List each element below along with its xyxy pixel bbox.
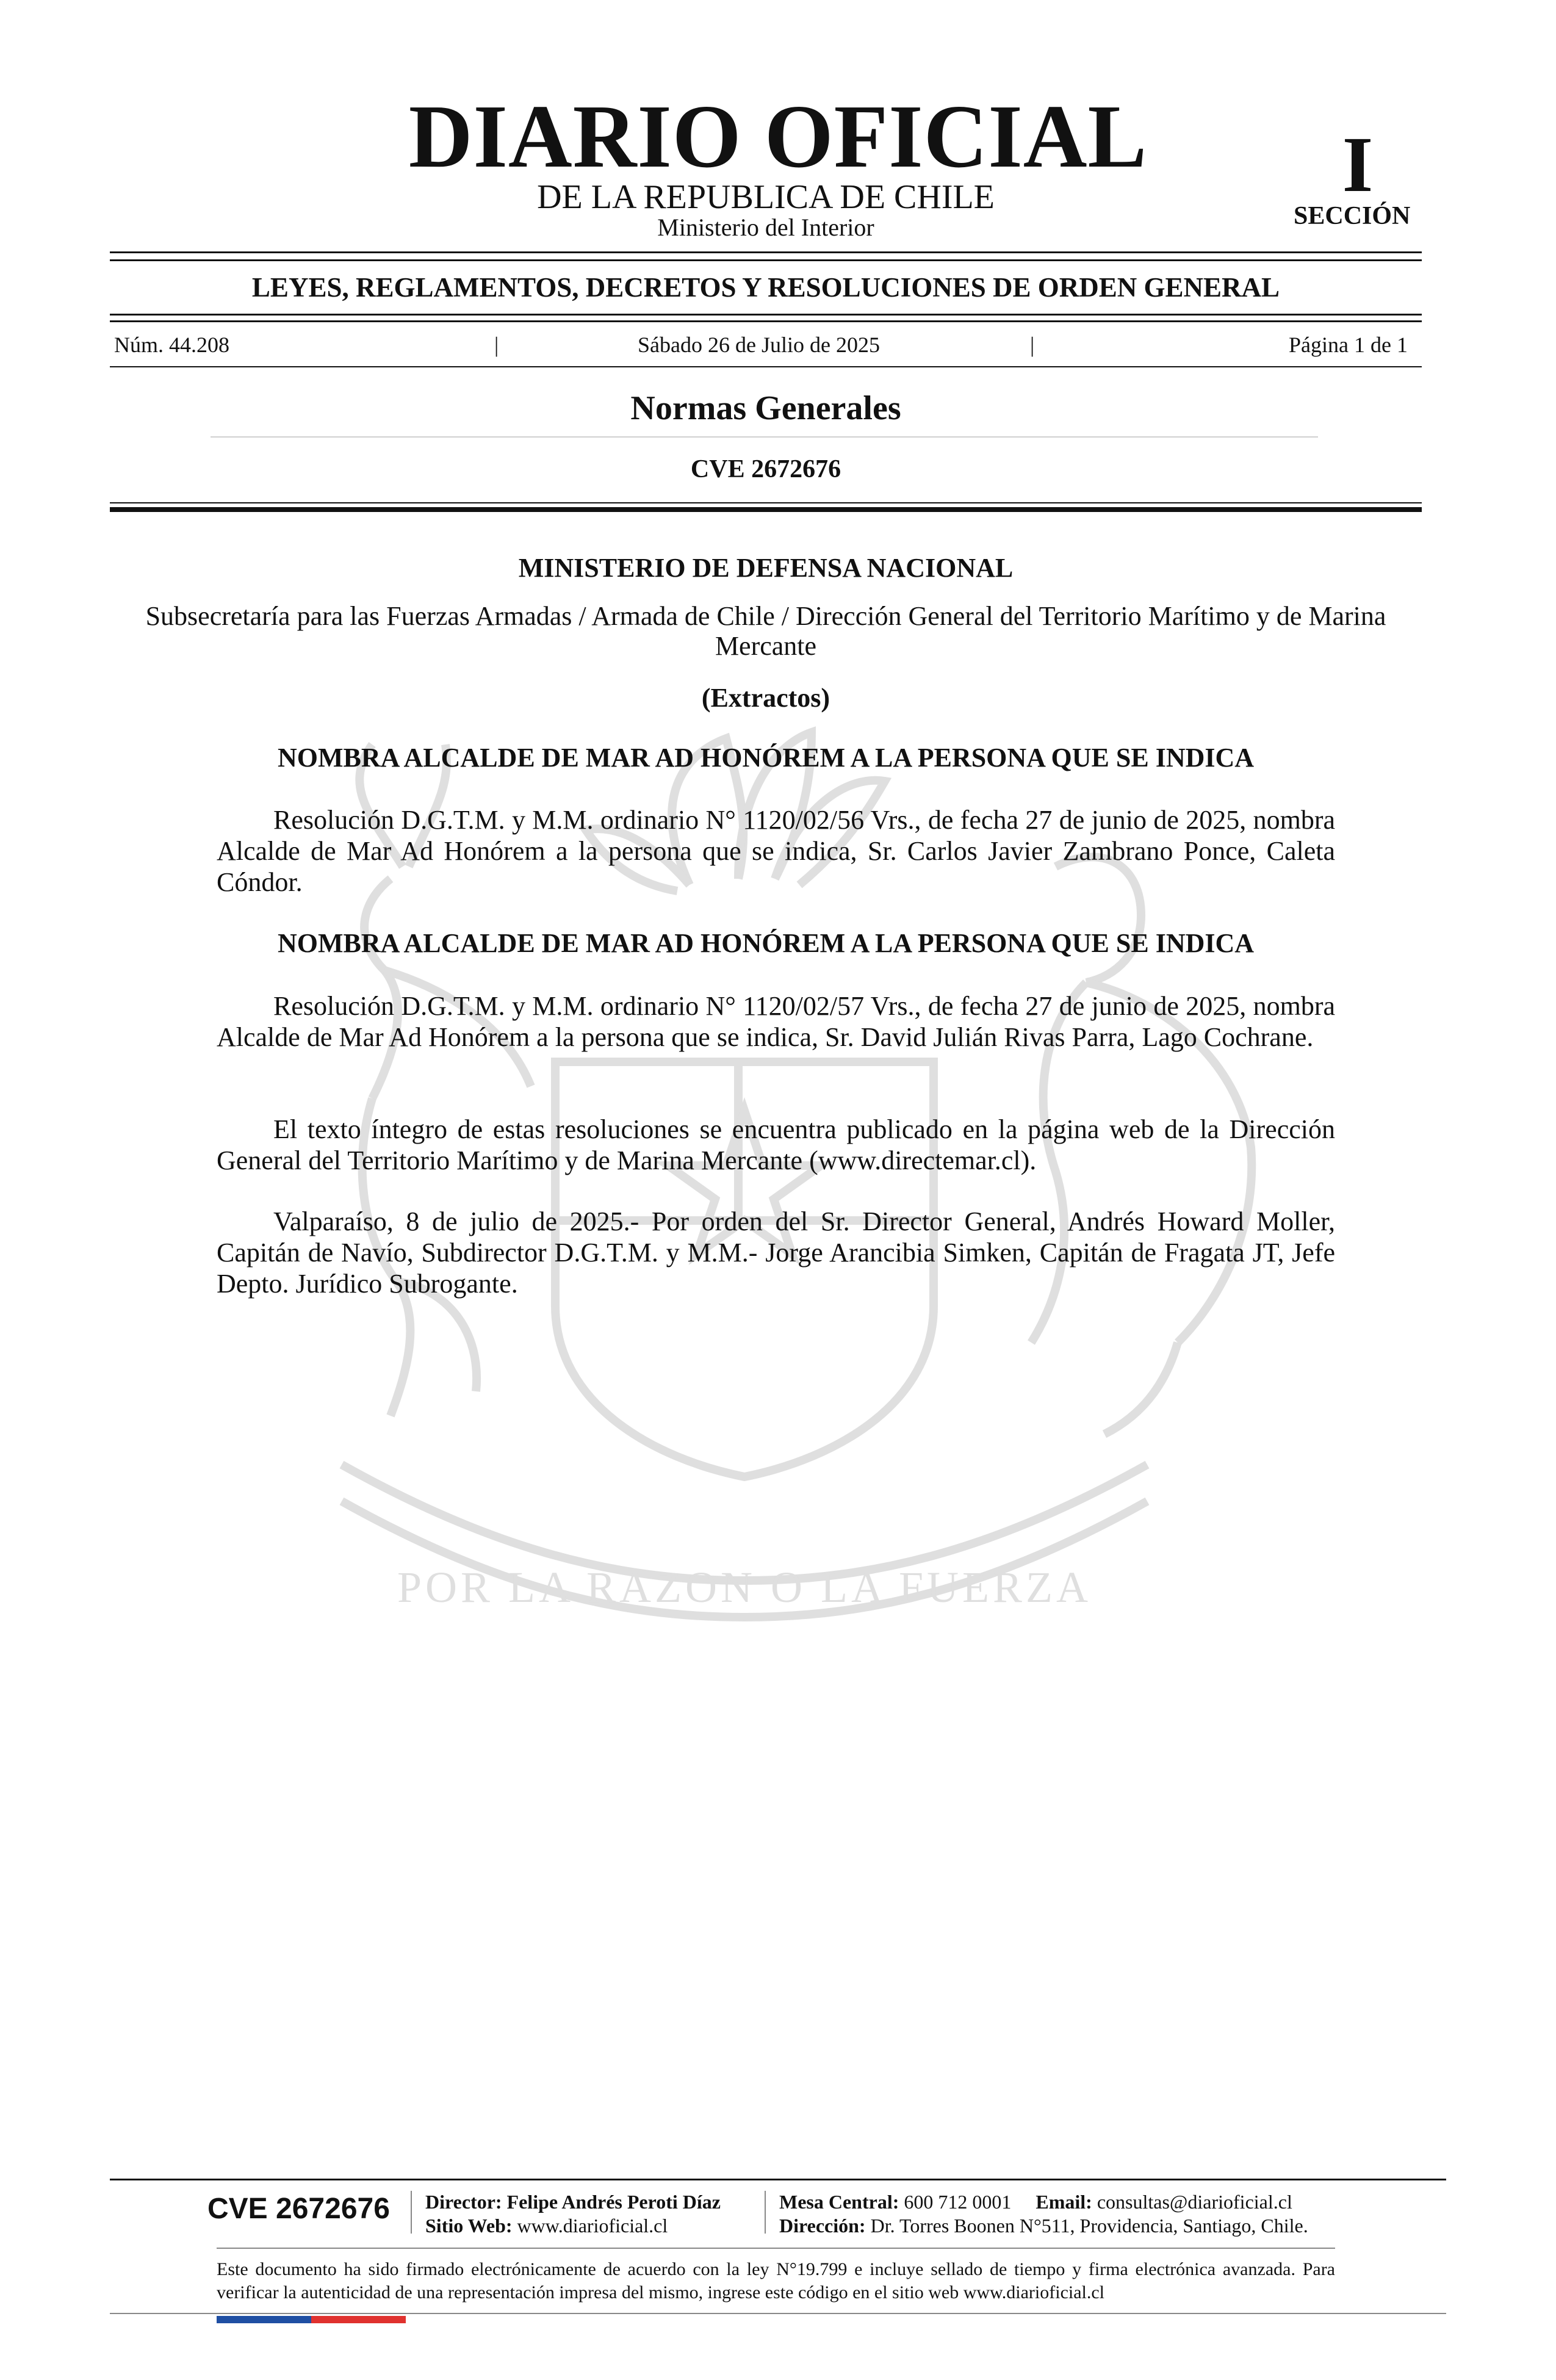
footer-address <box>779 2214 1308 2237</box>
meta-separator: | <box>1030 333 1035 357</box>
ministry-heading: MINISTERIO DE DEFENSA NACIONAL <box>518 553 1014 583</box>
issue-number: Núm. 44.208 <box>114 333 229 357</box>
email-link[interactable]: consultas@diarioficial.cl <box>1097 2191 1292 2213</box>
cve-code: CVE 2672676 <box>690 455 841 483</box>
address-text: Dr. Torres Boonen N°511, Providencia, Santiago, Chile. <box>870 2215 1308 2237</box>
category-rule <box>211 436 1318 438</box>
masthead-rule-top <box>110 251 1422 253</box>
page-count: Página 1 de 1 <box>1289 333 1408 357</box>
newspaper-title: DIARIO OFICIAL <box>408 87 1148 187</box>
ministry-line: Ministerio del Interior <box>657 214 874 241</box>
extractos-label: (Extractos) <box>701 683 830 713</box>
phone-number: 600 712 0001 <box>904 2191 1012 2213</box>
website-label: Sitio Web: <box>425 2215 513 2237</box>
newspaper-subtitle: DE LA REPUBLICA DE CHILE <box>537 178 995 216</box>
resolution-heading-2: NOMBRA ALCALDE DE MAR AD HONÓREM A LA PERSONA QUE SE INDICA <box>277 928 1255 958</box>
publication-note: El texto íntegro de estas resoluciones se encuentra publicado en la página web de la Dirección General del Territorio Marítimo y de Marina Mercante (www.directemar.cl). <box>217 1114 1335 1175</box>
footer-cve-code: CVE 2672676 <box>207 2193 390 2225</box>
motto-text: POR LA RAZON O LA FUERZA <box>397 1563 1092 1612</box>
header-rule-thick <box>110 507 1422 512</box>
website-link[interactable]: www.diarioficial.cl <box>517 2215 668 2237</box>
signature-disclaimer: Este documento ha sido firmado electrónicamente de acuerdo con la ley N°19.799 e incluye sellado de tiempo y firma electrónica avanzada. Para verificar la autenticidad de una representación impresa del mismo, ingrese este código en el sitio web www.diarioficial.cl <box>217 2259 1335 2302</box>
banner-rule-top <box>110 314 1422 316</box>
masthead-rule-bottom <box>110 259 1422 261</box>
issue-date: Sábado 26 de Julio de 2025 <box>638 333 880 357</box>
footer-contact <box>779 2190 1292 2213</box>
footer-rule-top <box>110 2179 1446 2180</box>
phone-label: Mesa Central: <box>779 2191 899 2213</box>
address-label: Dirección: <box>779 2215 866 2237</box>
director-name: Felipe Andrés Peroti Díaz <box>506 2191 721 2213</box>
footer-divider <box>411 2191 412 2234</box>
header-rule <box>110 502 1422 503</box>
email-label: Email: <box>1036 2191 1092 2213</box>
section-numeral: I <box>1342 121 1374 209</box>
signature-paragraph: Valparaíso, 8 de julio de 2025.- Por orden del Sr. Director General, Andrés Howard Moller, Capitán de Navío, Subdirector D.G.T.M. y M.M.- Jorge Arancibia Simken, Capitán de Fragata JT, Jefe Depto. Jurídico Subrogante. <box>217 1206 1335 1299</box>
flag-stripe-red <box>311 2316 406 2323</box>
banner-title: LEYES, REGLAMENTOS, DECRETOS Y RESOLUCIONES DE ORDEN GENERAL <box>251 272 1280 303</box>
banner-rule-bottom <box>110 320 1422 322</box>
footer-divider <box>765 2191 766 2234</box>
section-label: SECCIÓN <box>1294 202 1411 230</box>
meta-rule <box>110 366 1422 367</box>
flag-stripe-blue <box>217 2316 311 2323</box>
category-title: Normas Generales <box>630 389 901 427</box>
footer-director <box>425 2190 721 2213</box>
resolution-paragraph-1: Resolución D.G.T.M. y M.M. ordinario N° 1120/02/56 Vrs., de fecha 27 de junio de 2025, nombra Alcalde de Mar Ad Honórem a la persona que se indica, Sr. Carlos Javier Zambrano Ponce, Caleta Cóndor. <box>217 805 1335 897</box>
meta-separator: | <box>494 333 499 357</box>
resolution-heading-1: NOMBRA ALCALDE DE MAR AD HONÓREM A LA PERSONA QUE SE INDICA <box>277 743 1255 773</box>
footer-website <box>425 2214 668 2237</box>
director-label: Director: <box>425 2191 502 2213</box>
footer-rule-mid <box>217 2248 1335 2249</box>
footer-rule-bottom <box>110 2313 1446 2314</box>
resolution-paragraph-2: Resolución D.G.T.M. y M.M. ordinario N° 1120/02/57 Vrs., de fecha 27 de junio de 2025, nombra Alcalde de Mar Ad Honórem a la persona que se indica, Sr. David Julián Rivas Parra, Lago Cochrane. <box>217 991 1335 1052</box>
subsecretaria-line: Subsecretaría para las Fuerzas Armadas / Armada de Chile / Dirección General del Territorio Marítimo y de Marina Mercante <box>145 601 1386 661</box>
